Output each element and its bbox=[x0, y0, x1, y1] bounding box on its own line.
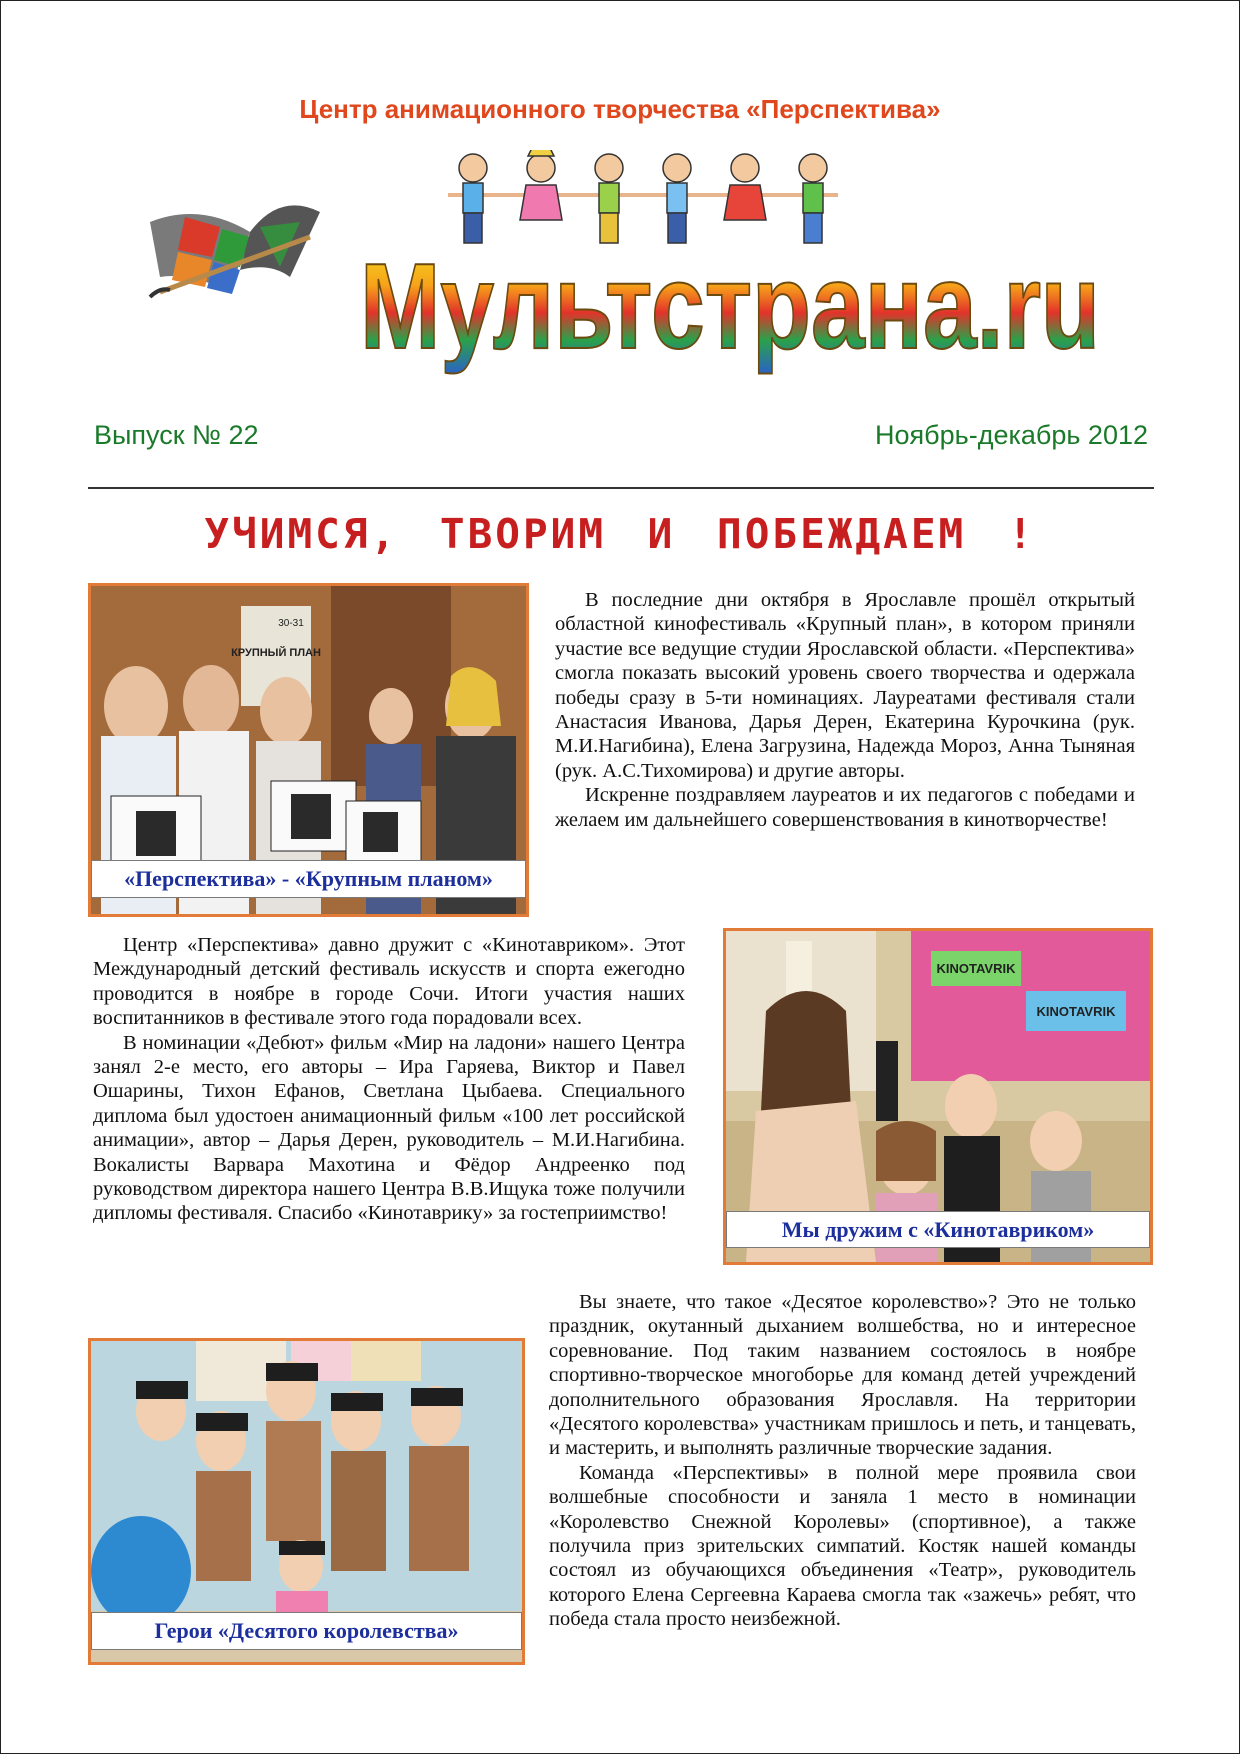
article-paragraph: Искренне поздравляем лауреатов и их педагогов с победами и желаем им дальнейшего совершенствования в кинотворчестве! bbox=[555, 784, 1135, 831]
header-divider bbox=[88, 487, 1154, 489]
photo-kinotavrik bbox=[723, 928, 1153, 1265]
caption-desyatoe-korolevstvo: Герои «Десятого королевства» bbox=[91, 1612, 522, 1650]
masthead-title bbox=[355, 228, 1115, 398]
caption-kinotavrik: Мы дружим с «Кинотавриком» bbox=[726, 1211, 1150, 1248]
article-paragraph: В номинации «Дебют» фильм «Мир на ладони» нашего Центра занял 2-е место, его авторы – Ира Гаряева, Виктор и Павел Ошарины, Тихон Ефанов, Светлана Цыбаева. Специального диплома был удостоен анимационный фильм «100 лет российской анимации», автор – Дарья Дерен, руководитель – М.И.Нагибина. Вокалисты Варвара Махотина и Фёдор Андреенко под руководством директора нашего Центра В.В.Ищука тоже получили дипломы фестиваля. Спасибо «Кинотаврику» за гостеприимство! bbox=[93, 1031, 685, 1225]
issue-date: Ноябрь-декабрь 2012 bbox=[875, 420, 1148, 450]
article-paragraph: Центр «Перспектива» давно дружит с «Кинотавриком». Этот Международный детский фестиваль искусств и спорта ежегодно проводится в ноябре в городе Сочи. Итоги участия наших воспитанников в фестивале этого года порадовали всех. bbox=[93, 934, 685, 1030]
svg-text:KINOTAVRIK: KINOTAVRIK bbox=[1036, 1004, 1116, 1019]
film-palette-logo bbox=[140, 182, 330, 312]
article-paragraph: Команда «Перспективы» в полной мере проявила свои волшебные способности и заняла 1 место в номинации «Королевство Снежной Королевы» (спортивное), а также получила приз зрительских симпатий. Костяк нашей команды состоял из обучающихся объединения «Театр», руководитель которого Елена Сергеевна Караева смогла так «зажечь» ребят, что победа стала просто неизбежной. bbox=[549, 1461, 1136, 1631]
svg-text:КРУПНЫЙ ПЛАН: КРУПНЫЙ ПЛАН bbox=[231, 647, 321, 659]
svg-text:30-31: 30-31 bbox=[278, 618, 304, 629]
caption-krupny-plan: «Перспектива» - «Крупным планом» bbox=[91, 860, 526, 898]
article-paragraph: В последние дни октября в Ярославле прошёл открытый областной кинофестиваль «Крупный план», в котором приняли участие все ведущие студии Ярославской области. «Перспектива» смогла показать высокий уровень своего творчества и одержала победы сразу в 5-ти номинациях. Лауреатами фестиваля стали Анастасия Иванова, Дарья Дерен, Екатерина Курочкина (рук. М.И.Нагибина), Елена Загрузина, Надежда Мороз, Анна Тыняная (рук. А.С.Тихомирова) и другие авторы. bbox=[555, 589, 1135, 782]
issue-number: Выпуск № 22 bbox=[94, 420, 259, 450]
article-paragraph: Вы знаете, что такое «Десятое королевство»? Это не только праздник, окутанный дыханием волшебства, но и интересное соревнование. Под таким названием состоялось в ноябре спортивно-творческое многоборье для команд детей учреждений дополнительного образования Ярославля. На территории «Десятого королевства» участникам пришлось и петь, и танцевать, и мастерить, и выполнять различные творческие задания. bbox=[549, 1291, 1136, 1460]
svg-text:KINOTAVRIK: KINOTAVRIK bbox=[936, 961, 1016, 976]
masthead-text: Мультстрана.ru bbox=[360, 238, 1100, 374]
photo-desyatoe-korolevstvo bbox=[88, 1338, 525, 1665]
article-desyatoe-korolevstvo bbox=[549, 1290, 1136, 1632]
article-krupny-plan bbox=[555, 588, 1135, 832]
photo-krupny-plan bbox=[88, 583, 529, 917]
article-kinotavrik bbox=[93, 933, 685, 1226]
page-headline: УЧИМСЯ, ТВОРИМ И ПОБЕЖДАЕМ ! bbox=[204, 510, 1036, 558]
center-name: Центр анимационного творчества «Перспектива» bbox=[299, 94, 941, 124]
